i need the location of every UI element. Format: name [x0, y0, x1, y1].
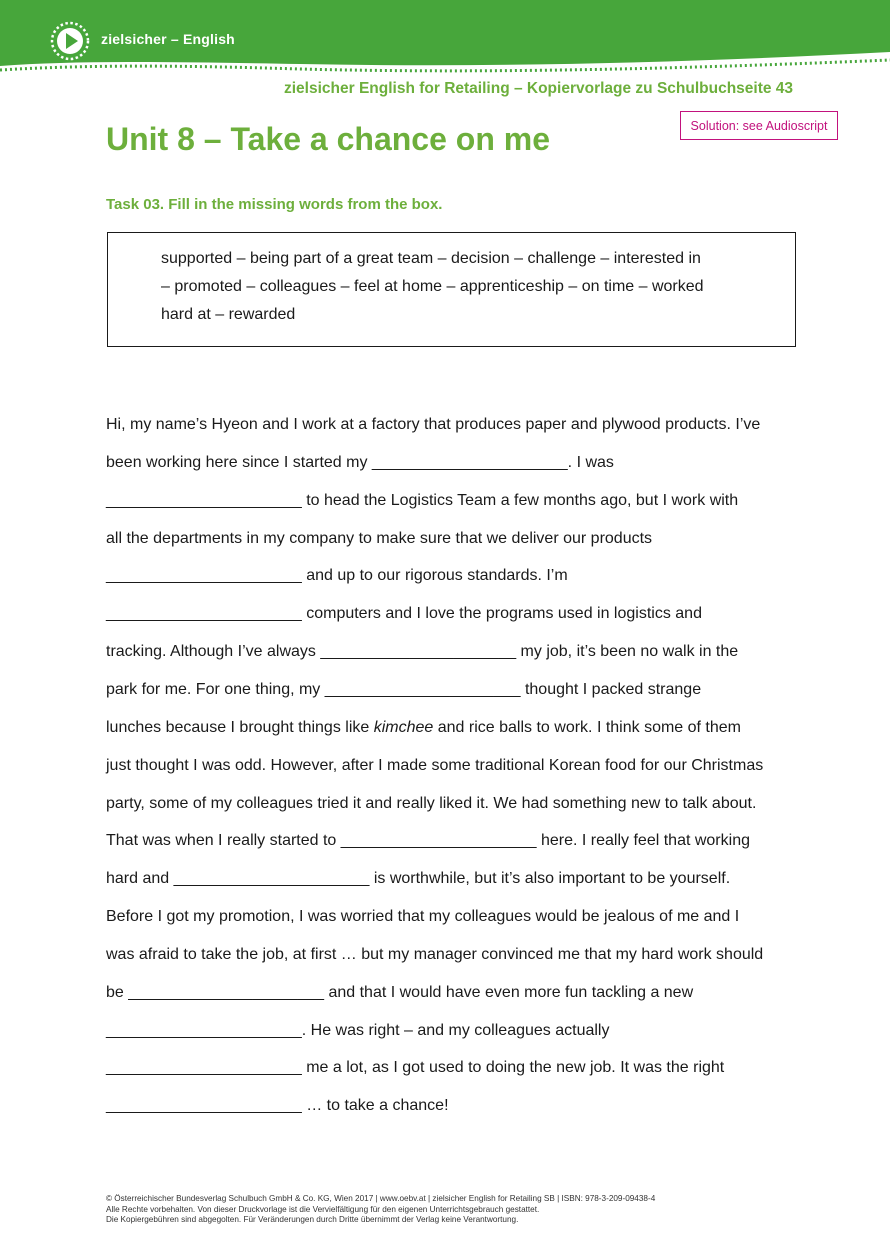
text-segment: . I was: [567, 453, 614, 471]
page-title: Unit 8 – Take a chance on me: [106, 121, 551, 157]
fill-in-blank[interactable]: ______________________: [324, 680, 521, 698]
text-line: [106, 757, 763, 775]
text-segment: to head the Logistics Team a few months ago, but I work with: [301, 491, 739, 509]
text-segment: be: [106, 983, 129, 1001]
footer-line: Alle Rechte vorbehalten. Von dieser Druckvorlage ist die Vervielfältigung für den eigenen Unterrichtsgebrauch gestattet.: [106, 1204, 540, 1214]
text-segment: me a lot, as I got used to doing the new job. It was the right: [301, 1059, 725, 1077]
text-segment: lunches because I brought things like: [106, 718, 374, 736]
brand-logo: [49, 20, 91, 62]
text-line: [106, 719, 741, 737]
copyright-footer: [106, 1194, 655, 1226]
solution-note: Solution: see Audioscript: [680, 111, 838, 140]
fill-in-blank[interactable]: ______________________: [371, 453, 568, 471]
text-segment: here. I really feel that working: [536, 832, 750, 850]
word-box-line: supported – being part of a great team – decision – challenge – interested in: [161, 250, 701, 267]
text-segment: tracking. Although I’ve always: [106, 643, 321, 661]
fill-in-blank[interactable]: ______________________: [106, 1059, 302, 1077]
footer-line: Die Kopiergebühren sind abgegolten. Für Veränderungen durch Dritte übernimmt der Verlag keine Verantwortung.: [106, 1215, 519, 1224]
brand-name: zielsicher – English: [101, 31, 235, 47]
text-segment: party, some of my colleagues tried it and really liked it. We had something new to talk about.: [106, 794, 757, 812]
text-segment: … to take a chance!: [301, 1097, 449, 1115]
text-line: [106, 1022, 609, 1040]
text-line: [106, 795, 756, 813]
page-subtitle: zielsicher English for Retailing – Kopiervorlage zu Schulbuchseite 43: [284, 80, 794, 97]
text-segment: been working here since I started my: [106, 453, 372, 471]
text-line: [106, 908, 739, 926]
text-segment: hard and: [106, 870, 174, 888]
text-segment: my job, it’s been no walk in the: [516, 643, 739, 661]
text-line: [106, 946, 763, 964]
text-segment: thought I packed strange: [520, 680, 702, 698]
text-segment: park for me. For one thing, my: [106, 680, 325, 698]
text-segment: That was when I really started to: [106, 832, 341, 850]
text-segment: computers and I love the programs used in logistics and: [301, 605, 702, 623]
text-segment: and rice balls to work. I think some of them: [433, 718, 741, 736]
italic-word: kimchee: [373, 718, 434, 736]
text-segment: just thought I was odd. However, after I made some traditional Korean food for our Christmas: [106, 756, 764, 774]
text-line: [106, 643, 738, 661]
text-line: [106, 1097, 449, 1115]
word-box-line: – promoted – colleagues – feel at home – apprenticeship – on time – worked: [161, 278, 704, 295]
text-line: [106, 984, 693, 1002]
text-line: [106, 832, 750, 850]
text-segment: is worthwhile, but it’s also important to be yourself.: [369, 870, 731, 888]
word-box: [107, 232, 796, 347]
text-segment: Hi, my name’s Hyeon and I work at a factory that produces paper and plywood products. I’ve: [106, 416, 761, 433]
text-line: [106, 605, 702, 623]
fill-in-blank[interactable]: ______________________: [106, 605, 302, 623]
footer-line: © Österreichischer Bundesverlag Schulbuch GmbH & Co. KG, Wien 2017 | www.oebv.at | zielsicher English for Retailing SB | ISBN: 978-3-209-09438-4: [106, 1194, 656, 1203]
fill-in-blank[interactable]: ______________________: [106, 491, 302, 509]
text-line: [106, 454, 614, 472]
text-segment: Before I got my promotion, I was worried that my colleagues would be jealous of me and I: [106, 908, 740, 926]
text-line: [106, 416, 760, 434]
text-segment: all the departments in my company to make sure that we deliver our products: [106, 529, 653, 547]
text-segment: and that I would have even more fun tackling a new: [324, 983, 694, 1001]
text-segment: and up to our rigorous standards. I’m: [301, 567, 568, 585]
fill-in-blank[interactable]: ______________________: [106, 1021, 302, 1039]
play-icon: [49, 20, 91, 62]
text-line: [106, 492, 738, 510]
word-box-line: hard at – rewarded: [161, 306, 296, 323]
text-line: [106, 681, 701, 699]
text-line: [106, 530, 652, 548]
text-line: [106, 567, 568, 585]
task-heading: Task 03. Fill in the missing words from the box.: [106, 196, 443, 213]
text-segment: was afraid to take the job, at first … but my manager convinced me that my hard work should: [106, 945, 764, 963]
text-line: [106, 1059, 724, 1077]
fill-in-blank[interactable]: ______________________: [320, 643, 517, 661]
text-line: [106, 870, 730, 888]
fill-in-blank[interactable]: ______________________: [106, 567, 302, 585]
fill-in-blank[interactable]: ______________________: [340, 832, 537, 850]
text-segment: . He was right – and my colleagues actually: [301, 1021, 610, 1039]
fill-in-blank[interactable]: ______________________: [106, 1097, 302, 1115]
fill-in-blank[interactable]: ______________________: [173, 870, 370, 888]
fill-in-blank[interactable]: ______________________: [128, 983, 325, 1001]
